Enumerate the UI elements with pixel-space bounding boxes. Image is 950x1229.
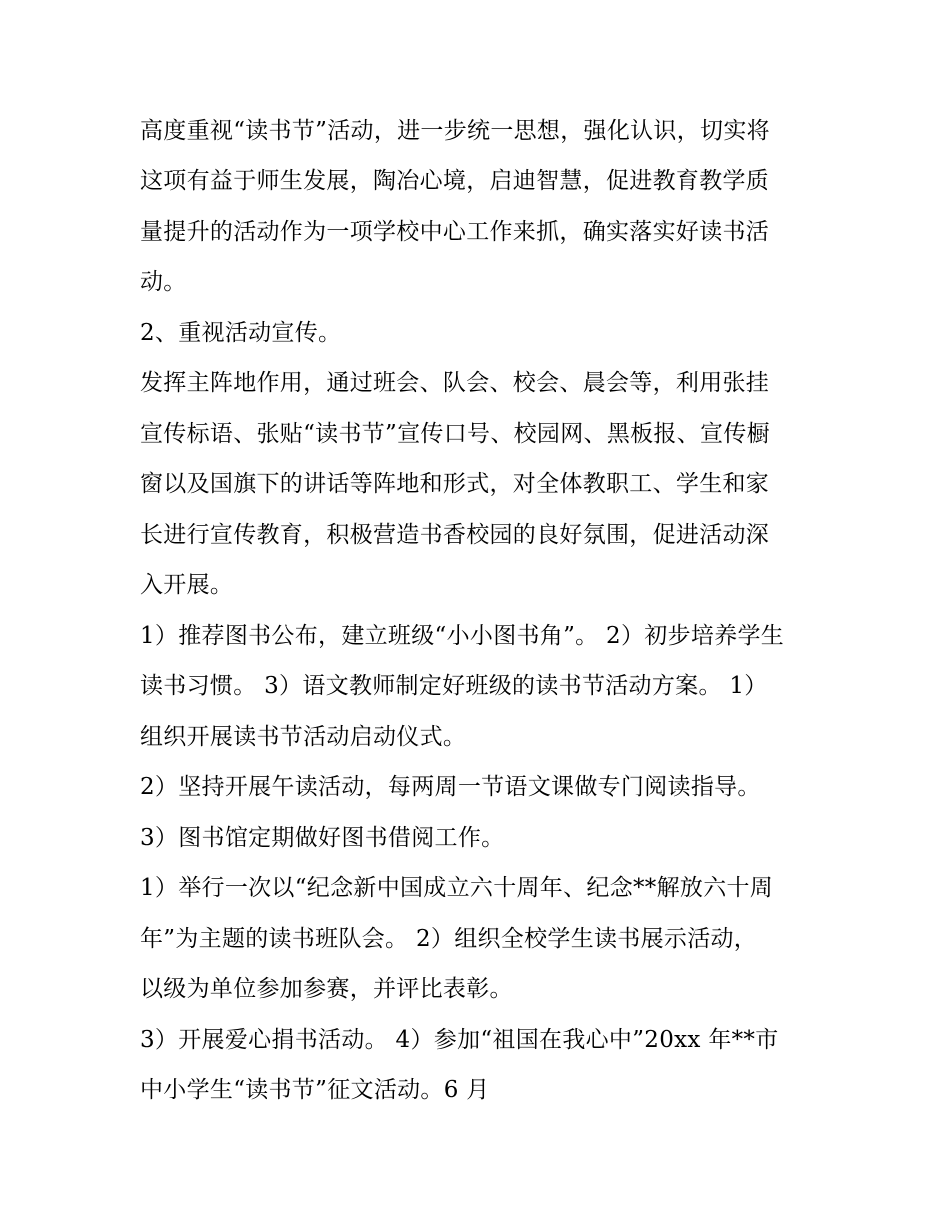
text-line: 年”为主题的读书班队会。 2）组织全校学生读书展示活动， bbox=[140, 926, 758, 952]
text-line: 发挥主阵地作用，通过班会、队会、校会、晨会等，利用张挂 bbox=[140, 370, 770, 396]
text-line: 长进行宣传教育，积极营造书香校园的良好氛围，促进活动深 bbox=[140, 522, 770, 548]
text-line: 读书习惯。 3）语文教师制定好班级的读书节活动方案。 1） bbox=[140, 673, 768, 699]
text-line: 1）举行一次以“纪念新中国成立六十周年、纪念**解放六十周 bbox=[140, 875, 774, 901]
text-line: 以级为单位参加参赛，并评比表彰。 bbox=[140, 976, 513, 1002]
text-line: 量提升的活动作为一项学校中心工作来抓，确实落实好读书活 bbox=[140, 219, 770, 245]
text-line: 组织开展读书节活动启动仪式。 bbox=[140, 724, 467, 750]
text-line: 3）图书馆定期做好图书借阅工作。 bbox=[140, 825, 505, 851]
text-line: 高度重视“读书节”活动，进一步统一思想，强化认识，切实将 bbox=[140, 118, 770, 144]
text-line: 2）坚持开展午读活动，每两周一节语文课做专门阅读指导。 bbox=[140, 774, 761, 800]
text-line: 中小学生“读书节”征文活动。6 月 bbox=[140, 1077, 490, 1103]
text-line: 动。 bbox=[140, 269, 187, 295]
text-line: 窗以及国旗下的讲话等阵地和形式，对全体教职工、学生和家 bbox=[140, 471, 770, 497]
text-line: 这项有益于师生发展，陶冶心境，启迪智慧，促进教育教学质 bbox=[140, 168, 770, 194]
section-heading: 2、重视活动宣传。 bbox=[140, 320, 342, 346]
text-line: 入开展。 bbox=[140, 572, 234, 598]
text-line: 3）开展爱心捐书活动。 4）参加“祖国在我心中”20xx 年**市 bbox=[140, 1027, 779, 1053]
text-line: 宣传标语、张贴“读书节”宣传口号、校园网、黑板报、宣传橱 bbox=[140, 421, 770, 447]
text-line: 1）推荐图书公布，建立班级“小小图书角”。 2）初步培养学生 bbox=[140, 623, 785, 649]
